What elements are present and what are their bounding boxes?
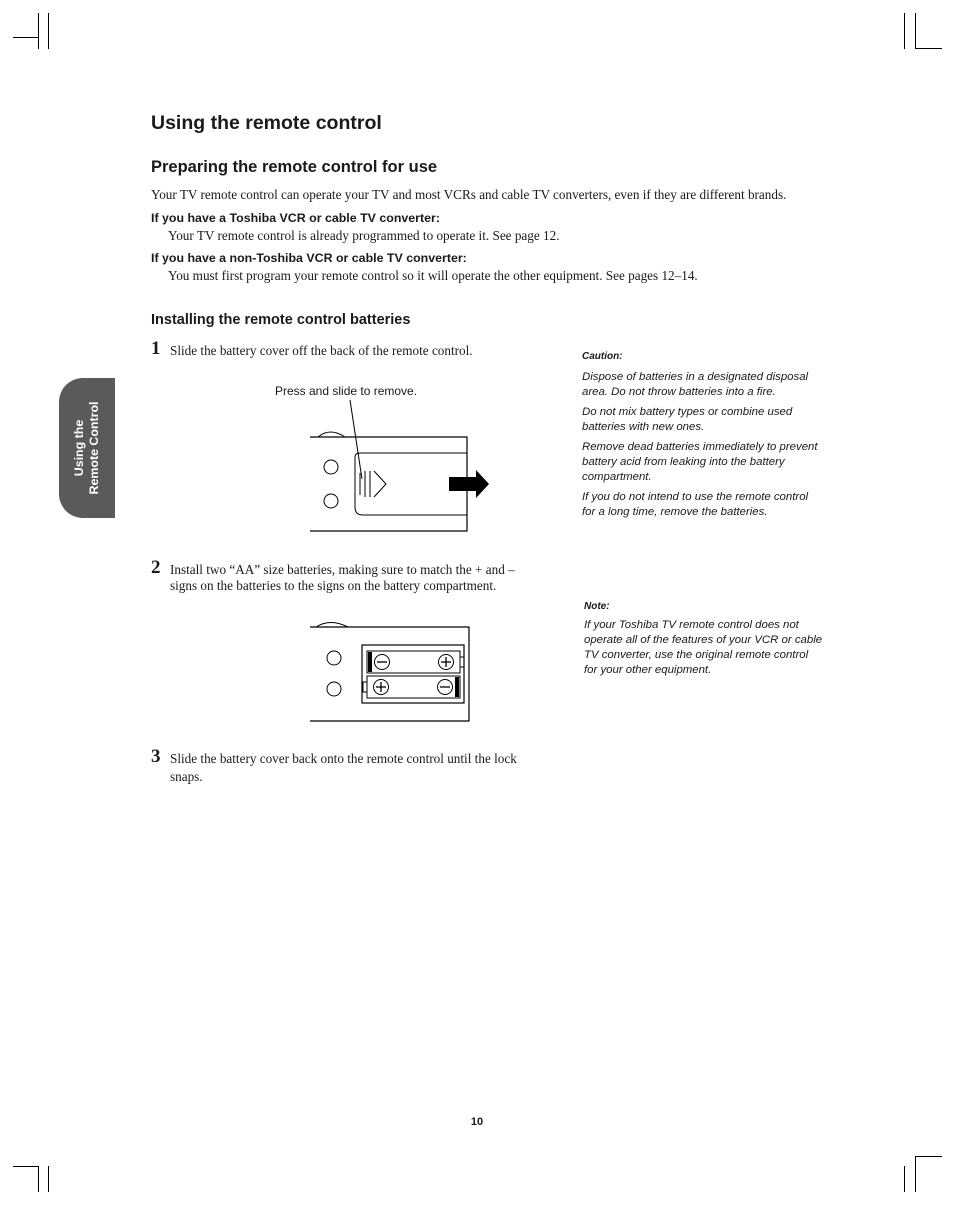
page-title: Using the remote control — [151, 112, 382, 134]
step-3-text-line-1: Slide the battery cover back onto the remote control until the lock — [170, 751, 517, 766]
crop-mark — [915, 48, 942, 49]
section-heading-preparing: Preparing the remote control for use — [151, 158, 438, 176]
caution-label: Caution: — [582, 351, 623, 362]
step-2-text-line-2: signs on the batteries to the signs on the battery compartment. — [170, 578, 497, 593]
figure-callout: Press and slide to remove. — [275, 384, 418, 398]
crop-mark — [13, 37, 38, 38]
crop-mark — [48, 13, 49, 49]
crop-mark — [915, 13, 916, 49]
step-number-3: 3 — [151, 746, 161, 767]
non-toshiba-subheading: If you have a non-Toshiba VCR or cable TV converter: — [151, 251, 467, 265]
toshiba-subheading: If you have a Toshiba VCR or cable TV converter: — [151, 211, 440, 225]
intro-paragraph: Your TV remote control can operate your TV and most VCRs and cable TV converters, even if they are different brands. — [151, 187, 787, 202]
crop-mark — [38, 1166, 39, 1192]
non-toshiba-paragraph: You must first program your remote control so it will operate the other equipment. See pages 12–14. — [168, 268, 698, 283]
caution-item: Dispose of batteries in a designated disposal area. Do not throw batteries into a fire. — [582, 371, 809, 398]
caution-item: If you do not intend to use the remote control for a long time, remove the batteries. — [582, 491, 809, 518]
step-3-text-line-2: snaps. — [170, 769, 203, 784]
caution-item: Do not mix battery types or combine used batteries with new ones. — [582, 406, 793, 433]
crop-mark — [915, 1156, 942, 1157]
step-1-text: Slide the battery cover off the back of the remote control. — [170, 343, 473, 358]
step-2-text-line-1: Install two “AA” size batteries, making sure to match the + and – — [170, 562, 515, 577]
step-number-2: 2 — [151, 557, 161, 578]
side-tab-label: Using the Remote Control — [72, 401, 101, 495]
crop-mark — [904, 13, 905, 49]
section-side-tab — [59, 378, 115, 518]
crop-mark — [13, 1166, 38, 1167]
remote-cover-illustration — [300, 395, 495, 535]
crop-mark — [904, 1166, 905, 1192]
crop-mark — [915, 1156, 916, 1192]
note-label: Note: — [584, 601, 610, 612]
toshiba-paragraph: Your TV remote control is already programmed to operate it. See page 12. — [168, 228, 560, 243]
battery-compartment-illustration — [300, 615, 475, 727]
note-text: If your Toshiba TV remote control does not operate all of the features of your VCR or cable TV converter, use the original remote control for your other equipment. — [584, 619, 823, 676]
crop-mark — [48, 1166, 49, 1192]
step-number-1: 1 — [151, 338, 161, 359]
crop-mark — [38, 13, 39, 49]
caution-item: Remove dead batteries immediately to prevent battery acid from leaking into the battery compartment. — [582, 441, 818, 483]
page-number: 10 — [470, 1116, 484, 1128]
section-heading-installing: Installing the remote control batteries — [151, 312, 411, 328]
